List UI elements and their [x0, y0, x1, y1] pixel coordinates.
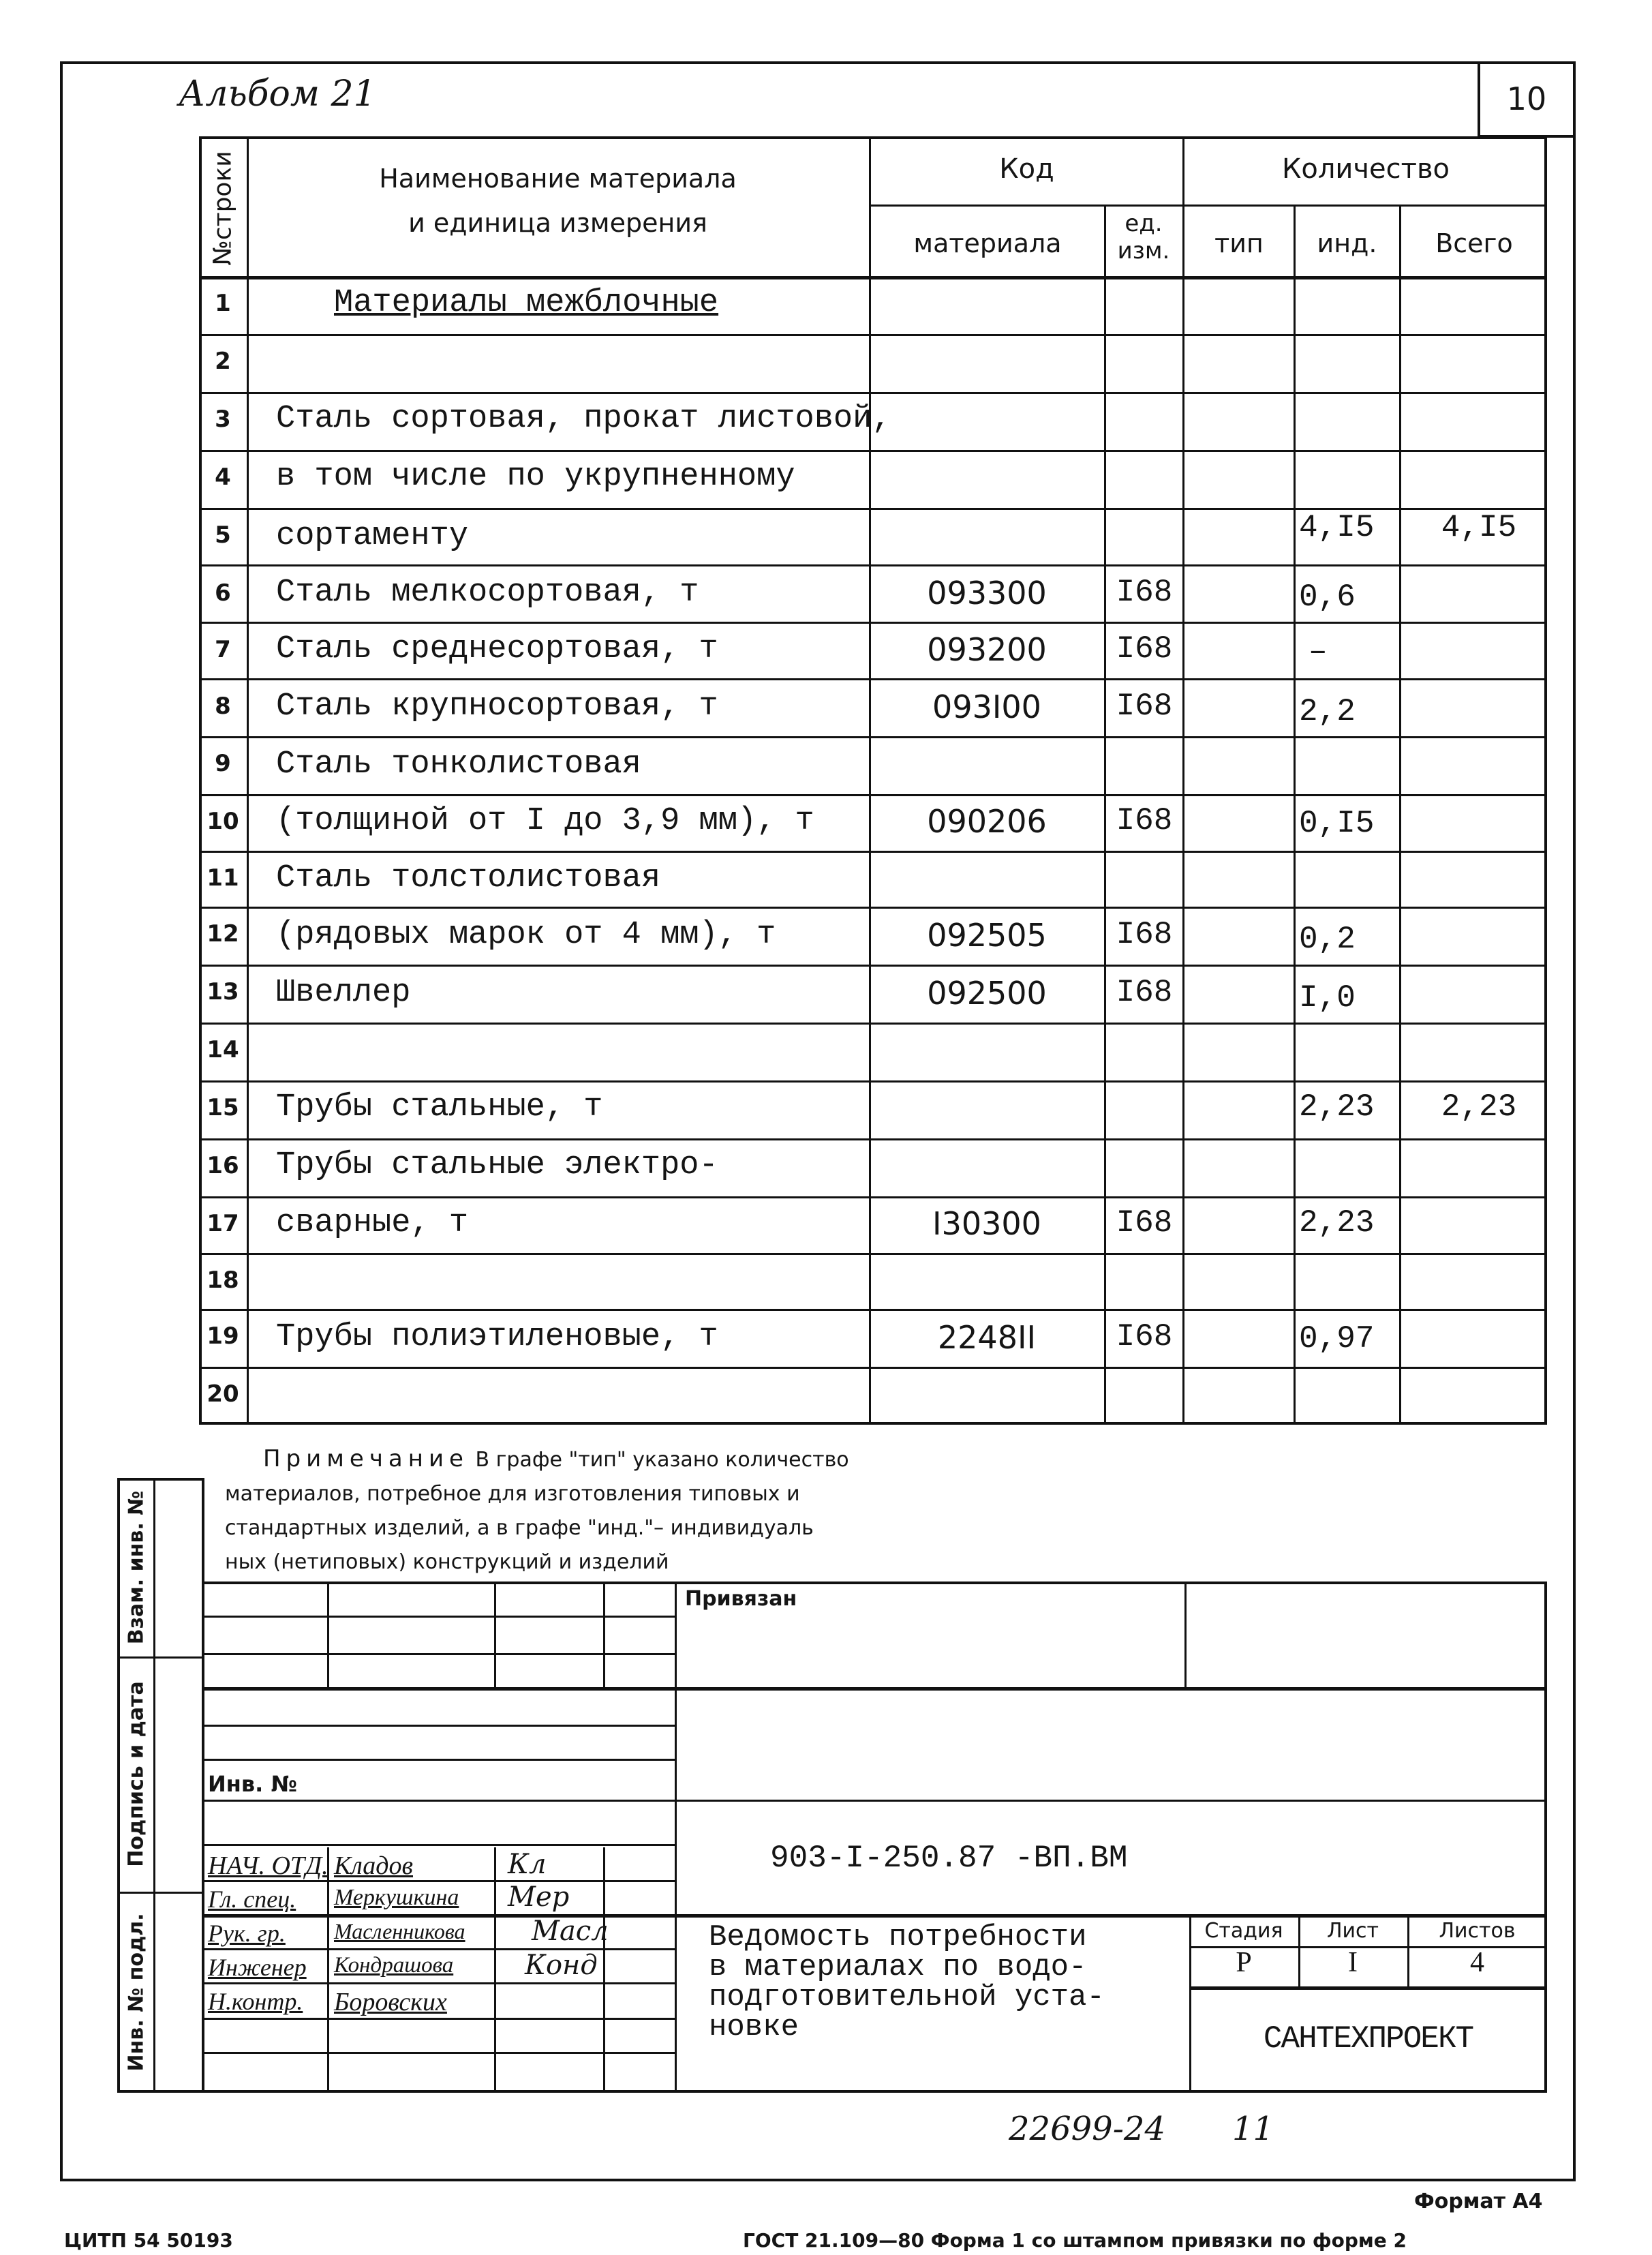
row-line	[199, 1023, 1547, 1025]
row-unit: I68	[1116, 917, 1173, 952]
signer-name: Масленникова	[334, 1919, 465, 1943]
row-number: 16	[206, 1152, 239, 1179]
document-title-line4: новке	[709, 2010, 799, 2044]
row-code: 092505	[927, 917, 1047, 954]
row-ind-value: 0,2	[1299, 922, 1356, 957]
inv-no-label: Инв. №	[208, 1771, 297, 1797]
row-line	[199, 1309, 1547, 1311]
signer-role: Н.контр.	[208, 1988, 303, 2015]
row-name: сварные, т	[276, 1205, 469, 1241]
row-line	[199, 1080, 1547, 1083]
row-name: Швеллер	[276, 975, 411, 1011]
stamp-grid-line	[202, 1759, 675, 1761]
row-name: Сталь мелкосортовая, т	[276, 575, 699, 611]
row-ind-value: 0,I5	[1299, 806, 1375, 841]
document-title-line3: подготовительной уста-	[709, 1980, 1105, 2014]
row-ind-value: 0,6	[1299, 579, 1356, 615]
row-number: 8	[215, 693, 231, 720]
row-number: 10	[206, 808, 239, 835]
row-line	[199, 965, 1547, 967]
document-title-line1: Ведомость потребности	[709, 1920, 1087, 1954]
signer-signature: Кл	[508, 1849, 547, 1880]
stamp-grid-line	[202, 1948, 675, 1950]
row-line	[199, 736, 1547, 738]
row-line	[199, 678, 1547, 680]
row-ind-value: 4,I5	[1299, 510, 1375, 545]
side-label-inv: Инв. № подл.	[124, 1913, 149, 2072]
row-line	[199, 851, 1547, 853]
row-code: 092500	[927, 975, 1047, 1012]
row-ind-value: 2,2	[1299, 694, 1356, 729]
row-name: в том числе по укрупненному	[276, 459, 795, 495]
header-bottom-line	[199, 276, 1547, 279]
stamp-grid-line	[675, 1581, 677, 2093]
row-unit: I68	[1116, 1319, 1173, 1354]
row-name: Сталь сортовая, прокат листовой,	[276, 401, 891, 437]
row-line	[199, 564, 1547, 566]
row-number: 9	[215, 750, 231, 777]
stamp-grid-line	[603, 1847, 605, 2093]
row-name: Сталь среднесортовая, т	[276, 631, 718, 667]
row-number: 17	[206, 1210, 239, 1237]
row-number: 2	[215, 348, 231, 375]
note-line1: В графе "тип" указано количество	[475, 1448, 849, 1472]
row-unit: I68	[1116, 631, 1173, 667]
row-line	[199, 907, 1547, 909]
row-line	[199, 1253, 1547, 1255]
handwritten-page: 11	[1232, 2110, 1274, 2148]
row-number: 5	[215, 521, 231, 549]
signer-name: Меркушкина	[334, 1885, 459, 1910]
col-line-num	[247, 136, 249, 1425]
sheets-value: 4	[1470, 1947, 1484, 1978]
stamp-grid-line	[202, 2018, 675, 2020]
stage-label: Стадия	[1204, 1919, 1283, 1943]
row-unit: I68	[1116, 688, 1173, 724]
sheets-label: Листов	[1439, 1919, 1516, 1943]
handwritten-number: 22699-24	[1009, 2110, 1165, 2148]
row-line	[199, 450, 1547, 452]
col-qty-type-label: тип	[1214, 228, 1264, 258]
row-number: 14	[206, 1036, 239, 1063]
row-number: 18	[206, 1267, 239, 1294]
album-label: Альбом 21	[179, 74, 376, 115]
col-qty-total-label: Всего	[1435, 228, 1513, 258]
stamp-grid-line	[1189, 1986, 1547, 1990]
note-line3: стандартных изделий, а в графе "инд."– индивидуаль	[225, 1516, 814, 1540]
row-ind-value: –	[1309, 634, 1328, 669]
signer-signature: Масл	[532, 1916, 609, 1947]
row-code: 093200	[927, 631, 1047, 668]
row-total-value: 2,23	[1441, 1089, 1517, 1125]
row-unit: I68	[1116, 1205, 1173, 1241]
col-qty-ind-label: инд.	[1317, 228, 1377, 258]
col-name-label-2: и единица измерения	[408, 208, 707, 238]
document-title	[709, 1922, 1105, 2042]
stamp-grid-line	[202, 1653, 675, 1655]
row-number: 4	[215, 464, 231, 491]
row-name: Трубы полиэтиленовые, т	[276, 1319, 718, 1355]
signer-signature: Мер	[508, 1881, 570, 1913]
row-name: (рядовых марок от 4 мм), т	[276, 917, 776, 953]
signer-signature: Конд	[525, 1950, 598, 1981]
stamp-grid-line	[202, 1687, 1547, 1691]
row-line	[199, 794, 1547, 796]
row-ind-value: I,0	[1299, 980, 1356, 1016]
row-number: 20	[206, 1380, 239, 1408]
stamp-grid-line	[494, 1847, 496, 2093]
row-number: 19	[206, 1322, 239, 1350]
row-number: 13	[206, 978, 239, 1005]
document-designation: 903-I-250.87 -ВП.ВМ	[770, 1841, 1128, 1876]
row-unit: I68	[1116, 575, 1173, 610]
privyazan-label: Привязан	[685, 1587, 797, 1611]
stamp-grid-line	[603, 1581, 605, 1687]
signer-role: Рук. гр.	[208, 1920, 286, 1947]
row-number: 6	[215, 579, 231, 607]
row-name: Трубы стальные, т	[276, 1089, 603, 1125]
note-line2: материалов, потребное для изготовления типовых и	[225, 1482, 800, 1506]
signer-name: Кладов	[334, 1851, 413, 1880]
row-name: Материалы межблочные	[334, 285, 719, 321]
row-number: 3	[215, 406, 231, 433]
document-title-line2: в материалах по водо-	[709, 1950, 1087, 1984]
row-line	[199, 1196, 1547, 1198]
row-code: 093300	[927, 575, 1047, 611]
gost-reference: ГОСТ 21.109—80 Форма 1 со штампом привязки по форме 2	[743, 2229, 1407, 2252]
stamp-grid-line	[494, 1581, 496, 1687]
row-number: 11	[206, 864, 239, 892]
row-line	[199, 334, 1547, 336]
row-number: 1	[215, 290, 231, 317]
row-code: 2248II	[937, 1319, 1037, 1356]
row-name: Сталь крупносортовая, т	[276, 688, 718, 725]
side-strip-line	[117, 1656, 204, 1659]
stamp-grid-line	[327, 1847, 329, 2093]
side-strip-divider	[153, 1478, 155, 2093]
signer-role: Гл. спец.	[208, 1886, 296, 1913]
stamp-grid-line	[202, 1844, 675, 1846]
stamp-grid-line	[202, 1800, 1547, 1802]
row-name: Трубы стальные электро-	[276, 1147, 718, 1183]
stamp-grid-line	[202, 1982, 675, 1984]
row-total-value: 4,I5	[1441, 510, 1517, 545]
signer-name: Кондрашова	[334, 1953, 454, 1978]
side-label-podpis: Подпись и дата	[124, 1681, 149, 1867]
header-subline	[871, 205, 1547, 207]
sheet-value: I	[1348, 1947, 1358, 1978]
row-number: 15	[206, 1094, 239, 1121]
row-code: 090206	[927, 803, 1047, 840]
organization-name: САНТЕХПРОЕКТ	[1263, 2021, 1473, 2057]
stamp-grid-line	[202, 1914, 1547, 1918]
row-unit: I68	[1116, 975, 1173, 1010]
sheet-label: Лист	[1326, 1919, 1379, 1943]
stamp-grid-line	[202, 1725, 675, 1727]
row-name: Сталь тонколистовая	[276, 746, 641, 783]
row-name: (толщиной от I до 3,9 мм), т	[276, 803, 814, 839]
row-number: 12	[206, 920, 239, 948]
row-line	[199, 622, 1547, 624]
row-ind-value: 0,97	[1299, 1321, 1375, 1357]
signer-role: НАЧ. ОТД.	[208, 1851, 328, 1880]
side-strip-line	[117, 1892, 204, 1894]
page-number: 10	[1506, 80, 1547, 117]
col-code-material-label: материала	[913, 228, 1062, 258]
stamp-grid-line	[1184, 1581, 1187, 1687]
row-code: I30300	[932, 1205, 1041, 1242]
stamp-grid-line	[202, 1616, 675, 1618]
row-line	[199, 392, 1547, 394]
col-code-unit-label: ед. изм.	[1117, 210, 1170, 264]
row-code: 093I00	[932, 688, 1041, 725]
stamp-grid-line	[327, 1581, 329, 1687]
col-name-label-1: Наименование материала	[379, 164, 737, 194]
col-row-no-label: №строки	[209, 151, 237, 266]
col-quantity-label: Количество	[1281, 153, 1450, 185]
row-ind-value: 2,23	[1299, 1089, 1375, 1125]
note-title: Примечание	[263, 1445, 469, 1472]
stage-value: Р	[1236, 1947, 1252, 1978]
stamp-grid-line	[202, 2052, 675, 2054]
row-number: 7	[215, 636, 231, 663]
side-label-vzam: Взам. инв. №	[124, 1490, 149, 1645]
row-name: сортаменту	[276, 518, 469, 554]
note-line4: ных (нетиповых) конструкций и изделий	[225, 1550, 669, 1574]
row-name: Сталь толстолистовая	[276, 860, 661, 896]
row-ind-value: 2,23	[1299, 1205, 1375, 1241]
col-code-label: Код	[999, 153, 1054, 185]
row-line	[199, 1138, 1547, 1140]
row-line	[199, 1367, 1547, 1369]
note-text	[225, 1442, 1247, 1579]
format-label: Формат А4	[1414, 2190, 1543, 2213]
signer-role: Инженер	[208, 1954, 307, 1981]
left-code: ЦИТП 54 50193	[64, 2229, 233, 2252]
row-unit: I68	[1116, 803, 1173, 838]
signer-name: Боровских	[334, 1988, 447, 2016]
